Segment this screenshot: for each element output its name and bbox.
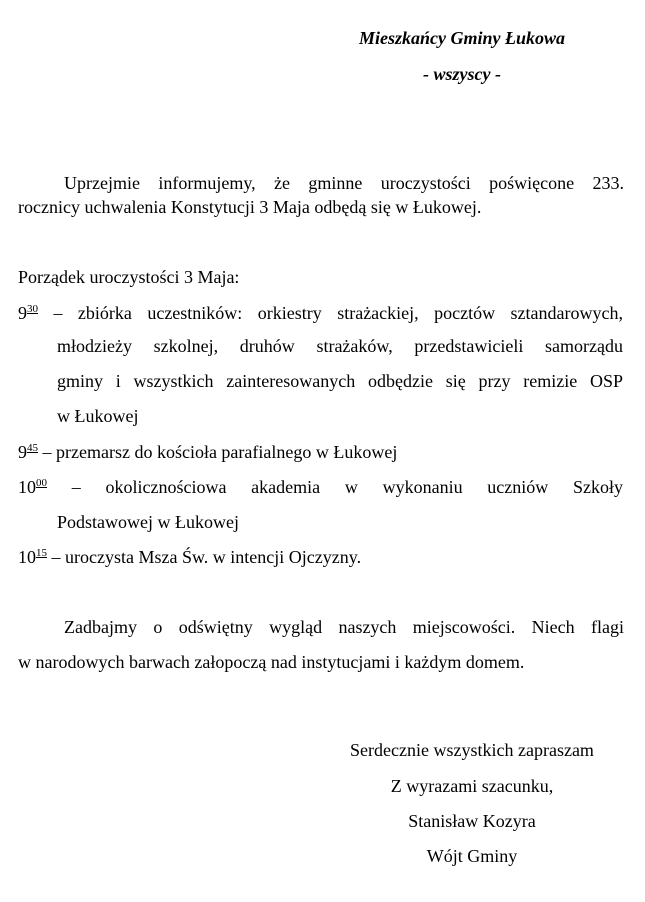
item-line: – przemarsz do kościoła parafialnego w Łukowej (42, 442, 398, 462)
signature-regards: Z wyrazami szacunku, (390, 776, 554, 796)
schedule-item-1000 (18, 475, 623, 499)
intro-line-2: rocznicy uchwalenia Konstytucji 3 Maja odbędą się w Łukowej. (18, 197, 482, 217)
schedule-item-930 (18, 301, 623, 325)
appeal-line-2: w narodowych barwach załopoczą nad instytucjami i każdym domem. (18, 652, 525, 672)
schedule-item-1000-line-2: Podstawowej w Łukowej (57, 512, 239, 532)
item-minutes: 45 (27, 442, 38, 454)
item-hour: 9 (18, 303, 27, 323)
schedule-item-930-line-2: młodzieży szkolnej, druhów strażaków, przedstawicieli samorządu (57, 336, 623, 356)
item-hour: 9 (18, 442, 27, 462)
item-minutes: 15 (36, 547, 47, 559)
signature-name: Stanisław Kozyra (408, 811, 536, 831)
item-line: – zbiórka uczestników: orkiestry strażackiej, pocztów sztandarowych, (53, 303, 623, 323)
schedule-item-1015 (18, 545, 361, 569)
item-hour: 10 (18, 477, 36, 497)
signature-invite: Serdecznie wszystkich zapraszam (350, 740, 594, 760)
schedule-item-930-line-3: gminy i wszystkich zainteresowanych odbędzie się przy remizie OSP (57, 371, 623, 391)
item-line: – uroczysta Msza Św. w intencji Ojczyzny. (51, 547, 362, 567)
schedule-title: Porządek uroczystości 3 Maja: (18, 267, 240, 287)
schedule-item-945 (18, 440, 397, 464)
addressee-heading: Mieszkańcy Gminy Łukowa (358, 28, 565, 48)
addressee-subtitle: - wszyscy - (423, 64, 501, 84)
item-minutes: 00 (36, 477, 47, 489)
item-minutes: 30 (27, 303, 38, 315)
signature-role: Wójt Gminy (426, 846, 518, 866)
appeal-line-1: Zadbajmy o odświętny wygląd naszych miejscowości. Niech flagi (64, 617, 624, 637)
item-hour: 10 (18, 547, 36, 567)
intro-line-1: Uprzejmie informujemy, że gminne uroczystości poświęcone 233. (64, 173, 624, 193)
item-line: – okolicznościowa akademia w wykonaniu uczniów Szkoły (71, 477, 624, 497)
schedule-item-930-line-4: w Łukowej (57, 406, 139, 426)
